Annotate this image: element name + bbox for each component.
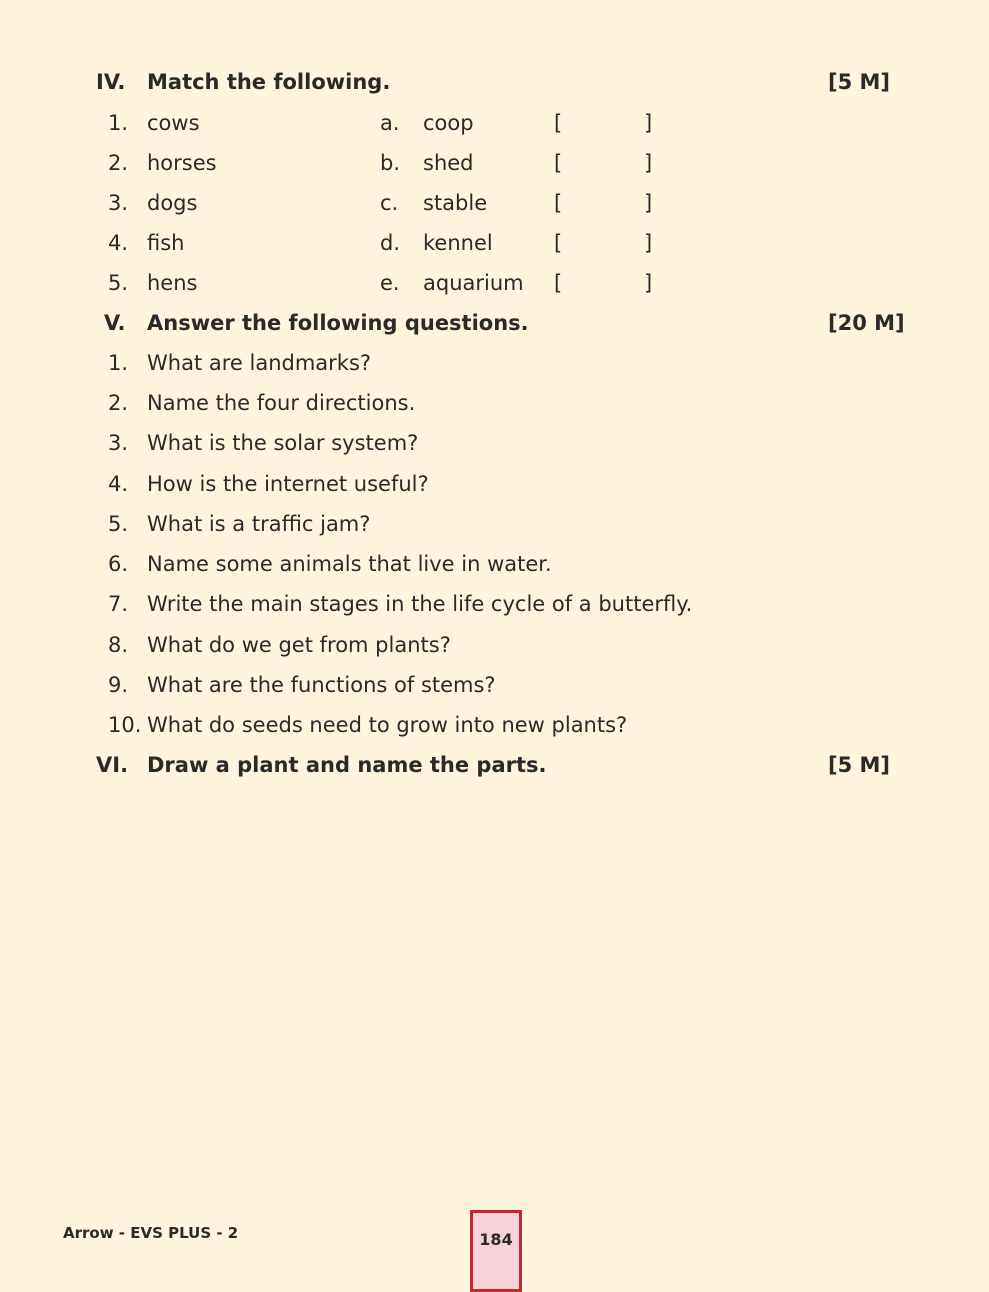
- question-number: 5.: [108, 512, 129, 536]
- question-row: [0, 391, 989, 421]
- section-4-title: Match the following.: [147, 70, 391, 94]
- question-row: [0, 351, 989, 381]
- match-right-item: kennel: [423, 231, 493, 255]
- answer-bracket-close: ]: [644, 231, 653, 255]
- question-text: Name some animals that live in water.: [147, 552, 552, 576]
- match-letter: a.: [380, 111, 400, 135]
- match-number: 1.: [108, 111, 129, 135]
- question-text: What do we get from plants?: [147, 633, 451, 657]
- question-row: [0, 552, 989, 582]
- question-number: 4.: [108, 472, 129, 496]
- section-5-marks: [20 M]: [828, 311, 905, 335]
- match-left-item: cows: [147, 111, 200, 135]
- match-row: [0, 231, 989, 261]
- page-number: 184: [479, 1230, 513, 1249]
- question-text: What are the functions of stems?: [147, 673, 496, 697]
- section-6-marks: [5 M]: [828, 753, 891, 777]
- question-row: [0, 472, 989, 502]
- match-row: [0, 191, 989, 221]
- question-text: What is the solar system?: [147, 431, 419, 455]
- answer-bracket-open: [: [554, 271, 563, 295]
- question-text: Write the main stages in the life cycle of a butterfly.: [147, 592, 693, 616]
- question-number: 3.: [108, 431, 129, 455]
- question-text: What are landmarks?: [147, 351, 372, 375]
- match-row: [0, 271, 989, 301]
- match-left-item: hens: [147, 271, 198, 295]
- question-row: [0, 673, 989, 703]
- match-number: 3.: [108, 191, 129, 215]
- section-6-numeral: VI.: [96, 753, 129, 777]
- answer-bracket-close: ]: [644, 111, 653, 135]
- answer-bracket-open: [: [554, 231, 563, 255]
- question-row: [0, 633, 989, 663]
- answer-bracket-open: [: [554, 191, 563, 215]
- question-row: [0, 592, 989, 622]
- section-6-title: Draw a plant and name the parts.: [147, 753, 547, 777]
- question-number: 6.: [108, 552, 129, 576]
- match-right-item: stable: [423, 191, 488, 215]
- match-left-item: fish: [147, 231, 185, 255]
- match-letter: b.: [380, 151, 401, 175]
- match-right-item: coop: [423, 111, 474, 135]
- match-number: 5.: [108, 271, 129, 295]
- match-letter: d.: [380, 231, 401, 255]
- match-right-item: aquarium: [423, 271, 524, 295]
- question-text: What is a traffic jam?: [147, 512, 371, 536]
- match-row: [0, 151, 989, 181]
- question-text: How is the internet useful?: [147, 472, 429, 496]
- section-5-heading: [0, 311, 989, 341]
- section-6-heading: [0, 753, 989, 783]
- match-number: 2.: [108, 151, 129, 175]
- match-row: [0, 111, 989, 141]
- match-left-item: dogs: [147, 191, 198, 215]
- section-4-numeral: IV.: [96, 70, 126, 94]
- question-text: Name the four directions.: [147, 391, 416, 415]
- match-left-item: horses: [147, 151, 217, 175]
- answer-bracket-close: ]: [644, 151, 653, 175]
- question-number: 9.: [108, 673, 129, 697]
- question-text: What do seeds need to grow into new plants?: [147, 713, 628, 737]
- question-number: 10.: [108, 713, 142, 737]
- book-title-footer: Arrow - EVS PLUS - 2: [63, 1224, 239, 1242]
- answer-bracket-close: ]: [644, 271, 653, 295]
- answer-bracket-open: [: [554, 111, 563, 135]
- answer-bracket-close: ]: [644, 191, 653, 215]
- question-number: 7.: [108, 592, 129, 616]
- match-letter: c.: [380, 191, 399, 215]
- question-row: [0, 431, 989, 461]
- question-number: 1.: [108, 351, 129, 375]
- answer-bracket-open: [: [554, 151, 563, 175]
- match-right-item: shed: [423, 151, 474, 175]
- section-5-title: Answer the following questions.: [147, 311, 529, 335]
- section-5-numeral: V.: [104, 311, 126, 335]
- question-row: [0, 512, 989, 542]
- section-4-marks: [5 M]: [828, 70, 891, 94]
- match-letter: e.: [380, 271, 400, 295]
- question-number: 8.: [108, 633, 129, 657]
- question-number: 2.: [108, 391, 129, 415]
- question-row: [0, 713, 989, 743]
- section-4-heading: [0, 70, 989, 100]
- match-number: 4.: [108, 231, 129, 255]
